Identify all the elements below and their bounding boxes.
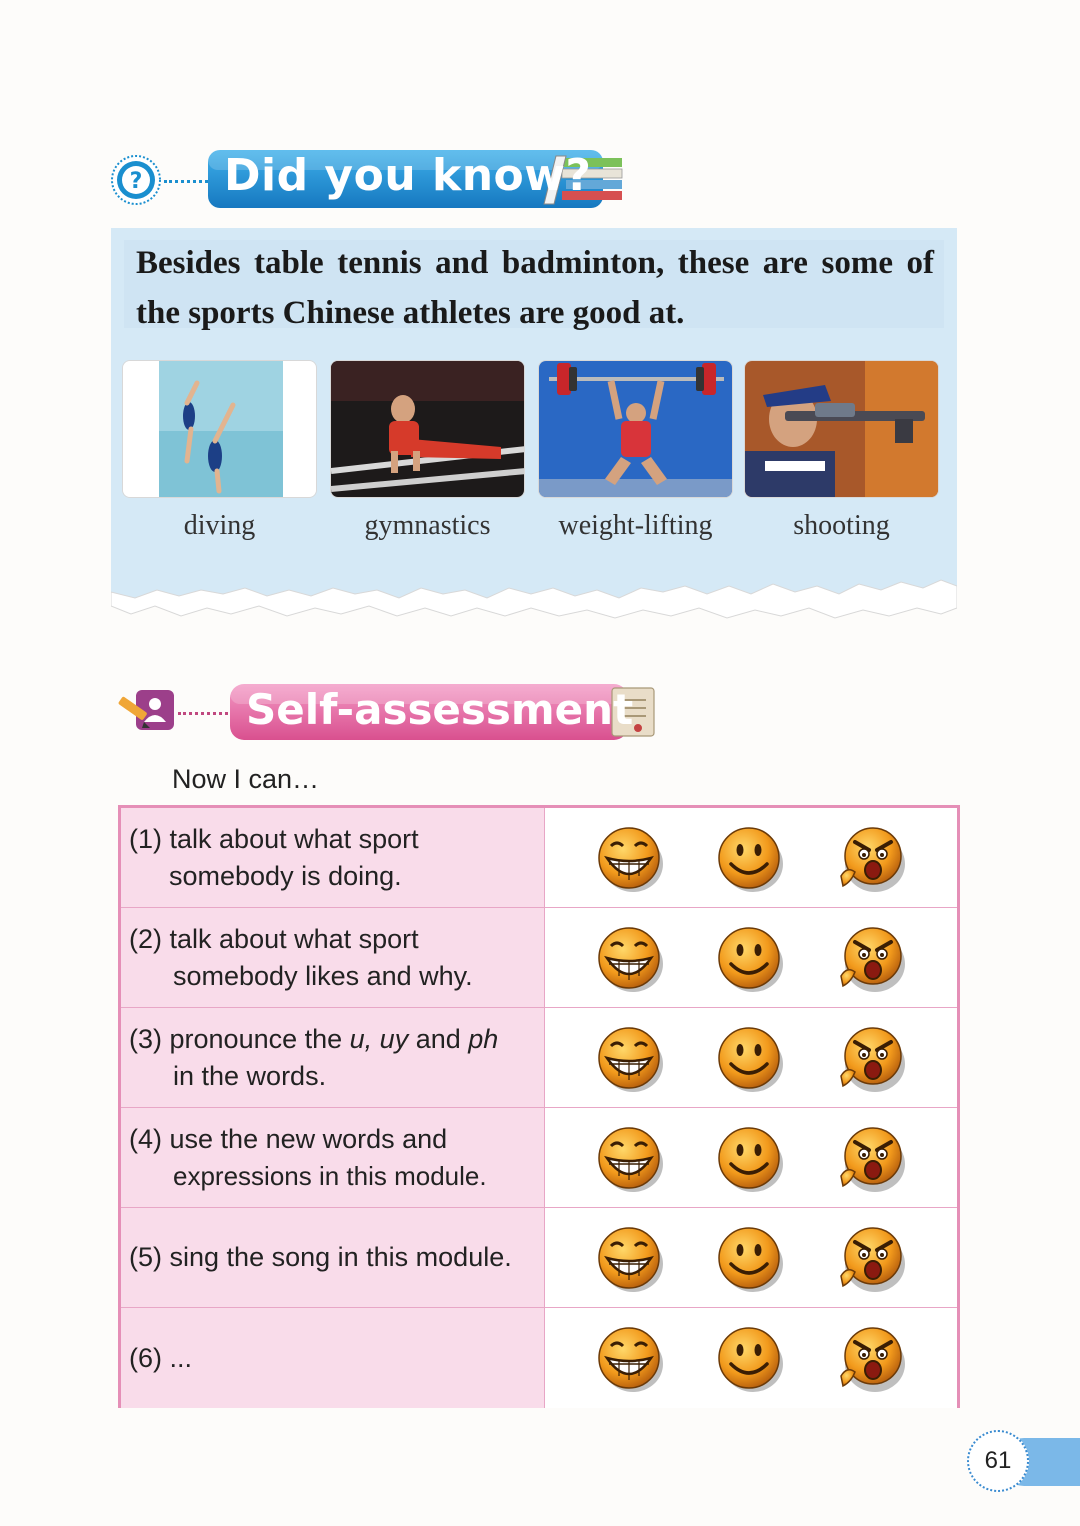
very-happy-face-icon[interactable]: [595, 1324, 665, 1394]
angry-face-icon[interactable]: [837, 1124, 907, 1194]
angry-face-icon[interactable]: [837, 1224, 907, 1294]
statement-cell: (4) use the new words and expressions in this module.: [121, 1108, 545, 1207]
smile-face-icon[interactable]: [715, 1124, 785, 1194]
page-number: 61: [967, 1430, 1029, 1492]
smile-face-icon[interactable]: [715, 1324, 785, 1394]
dotted-connector: [164, 180, 208, 183]
did-you-know-title: Did you know?: [224, 150, 592, 201]
very-happy-face-icon[interactable]: [595, 1124, 665, 1194]
very-happy-face-icon[interactable]: [595, 824, 665, 894]
caption-weight-lifting: weight-lifting: [558, 510, 713, 541]
angry-face-icon[interactable]: [837, 924, 907, 994]
svg-text:?: ?: [129, 169, 143, 194]
angry-face-icon[interactable]: [837, 1324, 907, 1394]
info-text: Besides table tennis and badminton, these are some of the sports Chinese athletes are good at.: [136, 245, 934, 331]
statement-cell: (1) talk about what sport somebody is doing.: [121, 808, 545, 907]
rating-cell: [545, 1008, 957, 1107]
question-mark-icon: [110, 154, 162, 206]
table-row: [121, 1308, 957, 1408]
statement-cell: (6) ...: [121, 1308, 545, 1408]
table-row: [121, 908, 957, 1008]
rating-cell: [545, 808, 957, 907]
self-assessment-table: [118, 805, 960, 1408]
statement-cell: (2) talk about what sport somebody likes and why.: [121, 908, 545, 1007]
smile-face-icon[interactable]: [715, 824, 785, 894]
shooting-photo: [744, 360, 939, 498]
rating-cell: [545, 1208, 957, 1307]
table-row: [121, 1008, 957, 1108]
rating-cell: [545, 908, 957, 1007]
pencil-person-icon: [116, 684, 178, 736]
rating-cell: [545, 1108, 957, 1207]
caption-shooting: shooting: [793, 510, 890, 541]
gymnastics-photo: [330, 360, 525, 498]
weight-lifting-photo: [538, 360, 733, 498]
angry-face-icon[interactable]: [837, 824, 907, 894]
dotted-connector: [178, 712, 228, 715]
very-happy-face-icon[interactable]: [595, 924, 665, 994]
self-assessment-title: Self-assessment: [246, 685, 634, 734]
smile-face-icon[interactable]: [715, 924, 785, 994]
statement-cell: (5) sing the song in this module.: [121, 1208, 545, 1307]
very-happy-face-icon[interactable]: [595, 1224, 665, 1294]
very-happy-face-icon[interactable]: [595, 1024, 665, 1094]
diving-photo: [122, 360, 317, 498]
table-row: [121, 1208, 957, 1308]
intro-text: Now I can…: [172, 764, 320, 794]
statement-cell: (3) pronounce the u, uy and ph in the words.: [121, 1008, 545, 1107]
angry-face-icon[interactable]: [837, 1024, 907, 1094]
table-row: [121, 808, 957, 908]
smile-face-icon[interactable]: [715, 1224, 785, 1294]
rating-cell: [545, 1308, 957, 1408]
table-row: [121, 1108, 957, 1208]
smile-face-icon[interactable]: [715, 1024, 785, 1094]
caption-diving: diving: [183, 510, 256, 541]
caption-gymnastics: gymnastics: [364, 510, 491, 541]
